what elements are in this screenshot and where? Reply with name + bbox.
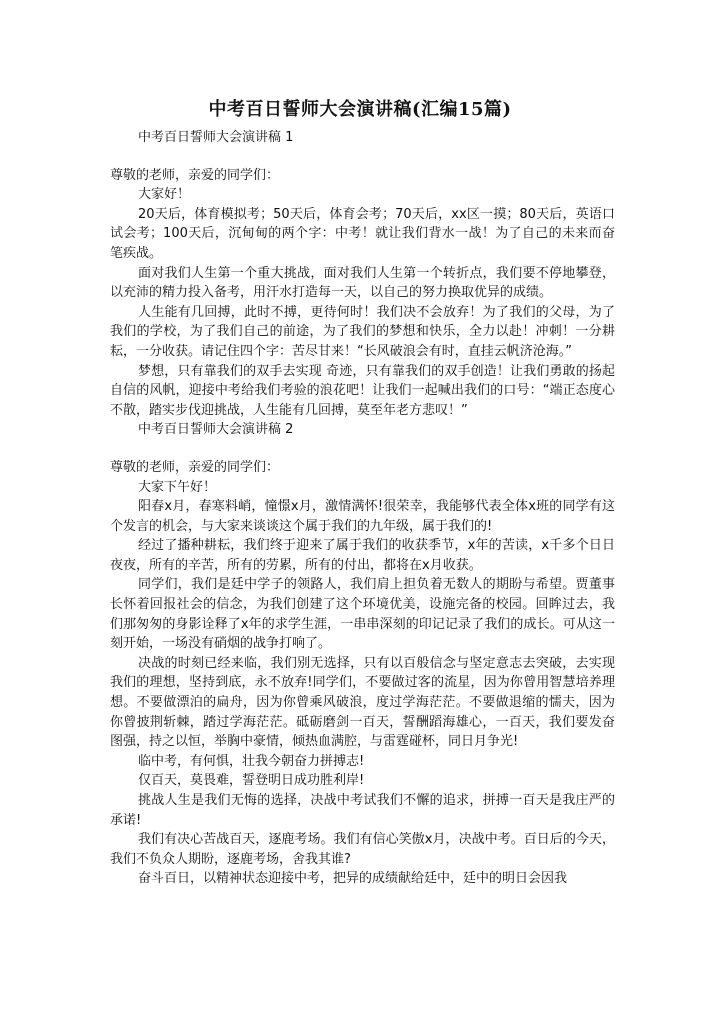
document-body bbox=[110, 128, 615, 889]
speech-1-salutation: 尊敬的老师，亲爱的同学们： bbox=[110, 167, 280, 183]
speech-2-salutation: 尊敬的老师，亲爱的同学们： bbox=[110, 459, 280, 475]
speech-2-paragraph: 临中考，有何惧，壮我今朝奋力拼搏志! bbox=[138, 753, 365, 769]
speech-1-paragraph: 面对我们人生第一个重大挑战，面对我们人生第一个转折点，我们要不停地攀登，以充沛的精力投入备考，用汗水打造每一天，以自己的努力换取优异的成绩。 bbox=[110, 265, 615, 301]
speech-2-paragraph: 挑战人生是我们无悔的选择，决战中考试我们不懈的追求，拼搏一百天是我庄严的承诺! bbox=[110, 793, 615, 828]
speech-2-paragraph: 阳春x月，春寒料峭，憧憬x月，激情满怀!很荣幸，我能够代表全体x班的同学有这个发言的机会，与大家来谈谈这个属于我们的九年级，属于我们的! bbox=[110, 499, 615, 534]
speech-2-paragraph: 仅百天，莫畏难，誓登明日成功胜利岸! bbox=[138, 773, 365, 789]
speech-1-paragraph: 20天后，体育模拟考；50天后，体育会考；70天后，xx区一摸；80天后，英语口试会考；100天后，沉甸甸的两个字：中考！就让我们背水一战！为了自己的未来而奋笔疾战。 bbox=[110, 206, 615, 261]
speech-2-paragraph: 我们有决心苦战百天，逐鹿考场。我们有信心笑傲x月，决战中考。百日后的今天，我们不负众人期盼，逐鹿考场，舍我其谁? bbox=[110, 832, 615, 867]
speech-2-paragraph: 决战的时刻已经来临，我们别无选择，只有以百般信念与坚定意志去突破，去实现我们的理想，坚持到底，永不放弃!同学们，不要做过客的流星，因为你曾用智慧培养理想。不要做漂泊的扁舟，因为你曾乘风破浪，度过学海茫茫。不要做退缩的懦夫，因为你曾披荆斩棘，踏过学海茫茫。砥砺磨剑一百天，誓酬蹈海雄心，一百天，我们要发奋图强，持之以恒，举胸中豪情，倾热血满腔，与雷霆碰杯，同日月争光! bbox=[110, 655, 615, 750]
speech-1-paragraph: 人生能有几回搏，此时不搏，更待何时！我们决不会放弃！为了我们的父母，为了我们的学校，为了我们自己的前途，为了我们的梦想和快乐，全力以赴！冲刺！一分耕耘，一分收获。请记住四个字：苦尽甘来！“长风破浪会有时，直挂云帆济沧海。” bbox=[110, 304, 615, 359]
speech-1-greeting: 大家好！ bbox=[138, 187, 191, 203]
speech-2-paragraph: 同学们，我们是廷中学子的领路人，我们肩上担负着无数人的期盼与希望。贾董事长怀着回报社会的信念，为我们创建了这个环境优美，设施完备的校园。回眸过去，我们那匆匆的身影诠释了x年的求学生涯，一串串深刻的印记记录了我们的成长。可从这一刻开始，一场没有硝烟的战争打响了。 bbox=[110, 577, 615, 652]
speech-2-paragraph: 经过了播种耕耘，我们终于迎来了属于我们的收获季节，x年的苦读，x千多个日日夜夜，所有的辛苦，所有的劳累，所有的付出，都将在x月收获。 bbox=[110, 538, 615, 573]
speech-1-paragraph: 梦想，只有靠我们的双手去实现 奇迹，只有靠我们的双手创造！让我们勇敢的扬起自信的风帆，迎接中考给我们考验的浪花吧！让我们一起喊出我们的口号：“端正态度心不散，踏实步伐迎挑战，人生能有几回搏，莫至年老方悲叹！” bbox=[110, 363, 615, 418]
speech-2-heading: 中考百日誓师大会演讲稿 2 bbox=[138, 422, 294, 438]
speech-2-greeting: 大家下午好！ bbox=[138, 479, 217, 495]
speech-1-heading: 中考百日誓师大会演讲稿 1 bbox=[138, 130, 294, 145]
speech-2-paragraph: 奋斗百日，以精神状态迎接中考，把异的成绩献给廷中，廷中的明日会因我 bbox=[138, 871, 568, 887]
document-title: 中考百日誓师大会演讲稿(汇编15篇) bbox=[208, 99, 512, 120]
